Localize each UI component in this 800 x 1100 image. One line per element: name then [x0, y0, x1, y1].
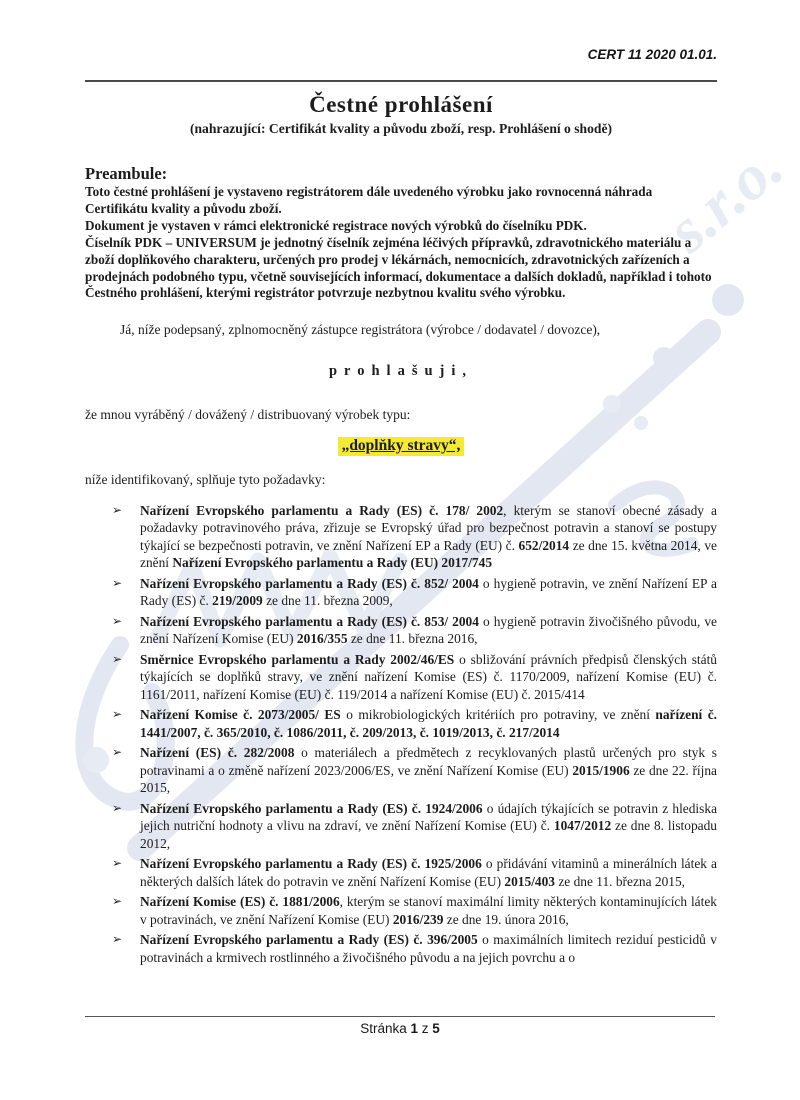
document-title: Čestné prohlášení [309, 92, 493, 117]
highlighted-product-type: „doplňky stravy“, [338, 437, 465, 456]
requirement-item [112, 613, 717, 648]
requirements-list [85, 502, 717, 967]
arrow-bullet-icon: ➢ [112, 613, 123, 628]
arrow-bullet-icon: ➢ [112, 856, 123, 871]
requirement-item [112, 502, 717, 572]
preamble-paragraph: Číselník PDK – UNIVERSUM je jednotný číselník zejména léčivých přípravků, zdravotnického materiálu a zboží doplňkového charakteru, určených pro prodej v lékárnách, nemocnicích, zdravotnických zařízeních a prodejnách podobného typu, včetně souvisejících informací, dokumentace a dalších dokladů, například i tohoto Čestného prohlášení, kterými registrátor potvrzuje nezbytnou kvalitu svého výrobku. [85, 234, 712, 301]
arrow-bullet-icon: ➢ [112, 894, 123, 909]
footer-divider [85, 1016, 715, 1017]
requirement-item [112, 855, 717, 890]
document-content [85, 0, 717, 1100]
page-footer [85, 1016, 715, 1036]
requirement-text: Směrnice Evropského parlamentu a Rady 2002/46/ES o sbližování právních předpisů členských států týkajících se doplňků stravy, ve znění nařízení Komise (ES) č. 1170/2009, nařízení Komise (EU) č. 1161/2011, nařízení Komise (EU) č. 119/2014 a nařízení Komise (EU) č. 2015/414 [140, 651, 717, 702]
arrow-bullet-icon: ➢ [112, 745, 123, 760]
document-code: CERT 11 2020 01.01. [587, 47, 717, 62]
requirement-text: Nařízení (ES) č. 282/2008 o materiálech a předmětech z recyklovaných plastů určených pro styk s potravinami a o změně nařízení 2023/2006/ES, ve znění Nařízení Komise (EU) 2015/1906 ze dne 22. října 2015, [140, 745, 717, 796]
requirement-text: Nařízení Evropského parlamentu a Rady (ES) č. 1925/2006 o přidávání vitaminů a minerálních látek a některých dalších látek do potravin ve znění Nařízení Komise (EU) 2015/403 ze dne 11. března 2015, [140, 856, 717, 889]
watermark-text: s.r.o. [653, 130, 796, 266]
requirement-text: Nařízení Komise (ES) č. 1881/2006, kterým se stanoví maximální limity některých kontaminujících látek v potravinách, ve znění Nařízení Komise (EU) 2016/239 ze dne 19. února 2016, [140, 894, 717, 927]
requirement-item [112, 744, 717, 797]
header-divider [85, 80, 717, 82]
arrow-bullet-icon: ➢ [112, 707, 123, 722]
declaration-verb: prohlašuji, [328, 363, 474, 380]
arrow-bullet-icon: ➢ [112, 575, 123, 590]
declarant-intro: Já, níže podepsaný, zplnomocněný zástupce registrátora (výrobce / dodavatel / dovozce), [120, 322, 601, 338]
requirement-text: Nařízení Evropského parlamentu a Rady (ES) č. 1924/2006 o údajích týkajících se potravin z hlediska jejich nutriční hodnoty a vlivu na zdraví, ve znění Nařízení Komise (EU) č. 1047/2012 ze dne 8. listopadu 2012, [140, 800, 718, 851]
highlight-row [85, 437, 717, 456]
page-number: Stránka 1 z 5 [360, 1021, 440, 1036]
preamble-heading: Preambule: [85, 164, 168, 183]
requirement-item [112, 800, 717, 853]
arrow-bullet-icon: ➢ [112, 651, 123, 666]
requirement-text: Nařízení Komise č. 2073/2005/ ES o mikrobiologických kritériích pro potraviny, ve znění nařízení č. 1441/2007, č. 365/2010, č. 1086/2011, č. 209/2013, č. 1019/2013, č. 217/2014 [140, 707, 718, 740]
arrow-bullet-icon: ➢ [112, 800, 123, 815]
requirements-intro: níže identifikovaný, splňuje tyto požadavky: [85, 471, 326, 487]
preamble-text [85, 184, 717, 302]
requirement-item [112, 931, 717, 966]
requirement-text: Nařízení Evropského parlamentu a Rady (ES) č. 396/2005 o maximálních limitech reziduí pesticidů v potravinách a krmivech rostlinného a živočišného původu a na jejich povrchu a o [140, 932, 717, 965]
preamble-paragraph: Toto čestné prohlášení je vystaveno registrátorem dále uvedeného výrobku jako rovnocenná náhrada Certifikátu kvality a původu zboží. [85, 184, 653, 216]
requirement-text: Nařízení Evropského parlamentu a Rady (ES) č. 178/ 2002, kterým se stanoví obecné zásady a požadavky potravinového práva, zřizuje se Evropský úřad pro bezpečnost potravin a stanoví se postupy týkající se bezpečnosti potravin, ve znění Nařízení EP a Rady (EU) č. 652/2014 ze dne 15. května 2014, ve znění Nařízení Evropského parlamentu a Rady (EU) 2017/745 [140, 502, 717, 571]
requirement-item [112, 893, 717, 928]
document-subtitle: (nahrazující: Certifikát kvality a původu zboží, resp. Prohlášení o shodě) [189, 121, 613, 136]
requirement-text: Nařízení Evropského parlamentu a Rady (ES) č. 852/ 2004 o hygieně potravin, ve znění Nařízení EP a Rady (ES) č. 219/2009 ze dne 11. března 2009, [140, 575, 717, 609]
product-type-intro: že mnou vyráběný / dovážený / distribuovaný výrobek typu: [85, 407, 411, 423]
preamble-paragraph: Dokument je vystaven v rámci elektronické registrace nových výrobků do číselníku PDK. [85, 217, 587, 233]
requirement-item [112, 651, 717, 704]
requirement-item [112, 575, 717, 610]
requirement-text: Nařízení Evropského parlamentu a Rady (ES) č. 853/ 2004 o hygieně potravin živočišného původu, ve znění Nařízení Komise (EU) 2016/355 ze dne 11. března 2016, [140, 613, 717, 647]
arrow-bullet-icon: ➢ [112, 502, 123, 517]
requirement-item [112, 706, 717, 741]
arrow-bullet-icon: ➢ [112, 932, 123, 947]
